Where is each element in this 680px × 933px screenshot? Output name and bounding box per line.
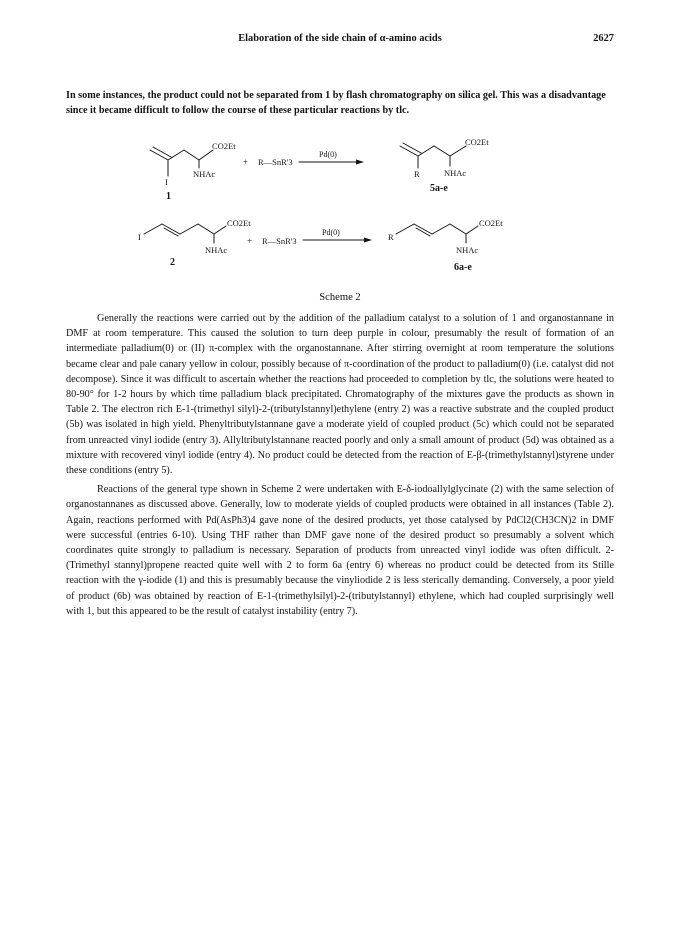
intro-paragraph: In some instances, the product could not be separated from 1 by flash chromatography on silica gel. This was a disadvantage since it became difficult to follow the course of these particular reactions by tlc. — [66, 90, 606, 116]
body-paragraph-2: Reactions of the general type shown in Scheme 2 were undertaken with E-δ-iodoallylglycinate (2) with the same selection of organostannanes as discussed above. Generally, low to moderate yields of coupled products were obtained in all instances (Table 2). Again, reactions performed with Pd(AsPh3)4 gave none of the desired products, yet those catalysed by PdCl2(CH3CN)2 in DMF were successful (entries 6-10). Using THF rather than DMF gave none of the desired product so presumably a solvent which coordinates quite strongly to palladium is necessary. Separation of products from unreacted vinyl iodide was often difficult. 2-(Trimethyl stannyl)propene reacted quite well with 2 to form 6a (entry 6) whereas no product could be detected from its Stille reaction with the γ-iodide (1) and this is presumably because the vinyliodide 2 is less sterically demanding. Conversely, a poor yield of product (6b) was obtained by reaction of E-1-(trimethylsilyl)-2-(tributylstannyl) ethylene, which had coupled surprisingly well with 1, but this appeared to be the result of catalyst instability (entry 7). — [66, 484, 614, 617]
product-6-amide: NHAc — [456, 245, 479, 255]
stannane-1: R—SnR'3 — [258, 157, 293, 167]
plus-sign-1: + — [243, 157, 249, 167]
stannane-2: R—SnR'3 — [262, 236, 297, 246]
reactant-1-amide: NHAc — [193, 169, 216, 179]
running-title: Elaboration of the side chain of α-amino acids — [238, 33, 442, 44]
product-6-structure — [396, 224, 478, 243]
arrowhead-2 — [364, 238, 372, 243]
product-6-ester: CO2Et — [479, 218, 503, 228]
scheme-caption: Scheme 2 — [319, 292, 361, 303]
reactant-2-structure — [144, 224, 226, 243]
scheme-2-diagram — [0, 0, 680, 300]
compound-label-5: 5a-e — [430, 183, 448, 194]
page-number: 2627 — [593, 33, 614, 44]
reactant-1-ester: CO2Et — [212, 141, 236, 151]
product-5-amide: NHAc — [444, 168, 467, 178]
body-text — [66, 311, 614, 619]
product-5-structure — [400, 143, 466, 168]
product-5-r-group: R — [414, 169, 420, 179]
plus-sign-2: + — [247, 236, 253, 246]
compound-label-6: 6a-e — [454, 262, 472, 273]
reactant-2-amide: NHAc — [205, 245, 228, 255]
product-6-r-group: R — [388, 232, 394, 242]
catalyst-2: Pd(0) — [322, 228, 340, 237]
body-paragraph-1: Generally the reactions were carried out by the addition of the palladium catalyst to a solution of 1 and organostannane in DMF at room temperature. This caused the solution to turn deep purple in colour, presumably the result of formation of an intermediate palladium(0) or (II) π-complex with the organostannane. After stirring overnight at room temperature the solutions became clear and pale canary yellow in colour, possibly because of π-coordination of the product to palladium(0) (i.e. catalyst did not decompose). Since it was difficult to ascertain whether the reactions had proceeded to completion by tlc, the solutions were heated to 80-90° for 1-2 hours by which time palladium black precipitated. Chromatography of the mixtures gave the products as shown in Table 2. The electron rich E-1-(trimethyl silyl)-2-(tributylstannyl)ethylene (entry 2) was a reactive substrate and the coupled product (5b) was isolated in high yield. Phenyltributylstannane gave a moderate yield of coupled product (5c) which could not be separated from unreacted vinyl iodide (entry 3). Allyltributylstannane reacted poorly and only a small amount of product (5d) was obtained as a mixture with recovered vinyl iodide (entry 4). No product could be detected from the reaction of E-β-(trimethylstannyl)styrene under these conditions (entry 5). — [66, 313, 614, 477]
reactant-2-ester: CO2Et — [227, 218, 251, 228]
reactant-1-iodide: I — [165, 177, 168, 187]
compound-label-1: 1 — [166, 191, 171, 202]
arrowhead-1 — [356, 160, 364, 165]
reactant-2-iodide: I — [138, 232, 141, 242]
catalyst-1: Pd(0) — [319, 150, 337, 159]
product-5-ester: CO2Et — [465, 137, 489, 147]
compound-label-2: 2 — [170, 257, 175, 268]
